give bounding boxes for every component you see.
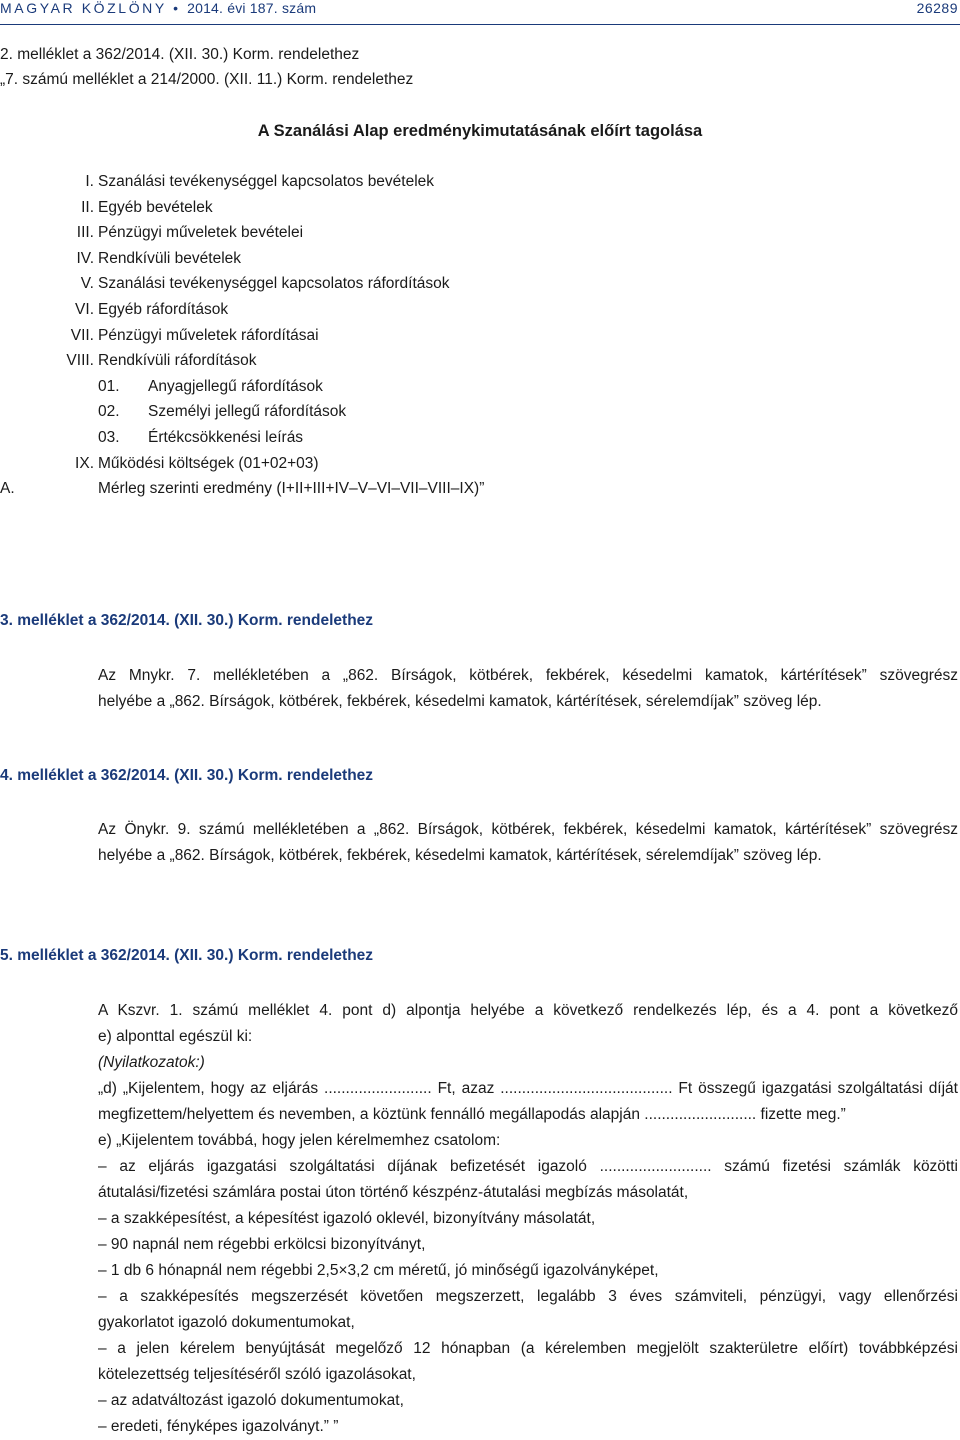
annex-5-text <box>98 998 958 1440</box>
annex-4-line-2: helyébe a „862. Bírságok, kötbérek, fekbérek, késedelmi kamatok, kártérítések, sérelemdíjak” szöveg lép. <box>98 847 822 864</box>
issue-label: 2014. évi 187. szám <box>187 0 317 16</box>
list-item: VI. Egyéb ráfordítások <box>75 300 229 318</box>
annex-3-line-1: Az Mnykr. 7. mellékletében a „862. Bírságok, kötbérek, fekbérek, késedelmi kamatok, kártérítések” szövegrész <box>98 667 958 684</box>
annex-5-line: – eredeti, fényképes igazolványt.” ” <box>98 1418 339 1435</box>
annex-5-line: átutalási/fizetési számlára postai úton történő készpénz-átutalási megbízás másolatát, <box>98 1184 689 1201</box>
annex-5-line: (Nyilatkozatok:) <box>98 1054 205 1071</box>
list-subitem: 01. Anyagjellegű ráfordítások <box>98 377 323 395</box>
annex-5-line: gyakorlatot igazoló dokumentumokat, <box>98 1314 355 1331</box>
page-number: 26289 <box>916 0 958 16</box>
list-subitem: 03. Értékcsökkenési leírás <box>98 428 304 446</box>
annex-5-line: e) „Kijelentem továbbá, hogy jelen kérelmemhez csatolom: <box>98 1132 501 1149</box>
annex-3-title: 3. melléklet a 362/2014. (XII. 30.) Korm. rendelethez <box>0 612 374 629</box>
list-item: VII. Pénzügyi műveletek ráfordításai <box>70 326 319 344</box>
annex-3-line-2: helyébe a „862. Bírságok, kötbérek, fekbérek, késedelmi kamatok, kártérítések, sérelemdíjak” szöveg lép. <box>98 693 822 710</box>
list-item: III. Pénzügyi műveletek bevételei <box>76 224 304 242</box>
list-item-result: A. Mérleg szerinti eredmény (I+II+III+IV–V–VI–VII–VIII–IX)” <box>0 480 485 498</box>
list-item: V. Szanálási tevékenységgel kapcsolatos ráfordítások <box>80 275 450 293</box>
income-statement-list <box>0 173 960 506</box>
annex-2-title: 2. melléklet a 362/2014. (XII. 30.) Korm. rendelethez <box>0 46 360 63</box>
annex-4-title: 4. melléklet a 362/2014. (XII. 30.) Korm. rendelethez <box>0 767 374 784</box>
income-statement-heading: A Szanálási Alap eredménykimutatásának előírt tagolása <box>257 122 703 140</box>
annex-5-line: e) alponttal egészül ki: <box>98 1028 253 1045</box>
header-rule <box>0 24 960 25</box>
annex-4-line-1: Az Önykr. 9. számú mellékletében a „862. Bírságok, kötbérek, fekbérek, késedelmi kamatok, kártérítések” szövegrész <box>98 821 958 838</box>
annex-5-line: – a szakképesítés megszerzését követően megszerzett, legalább 3 éves számviteli, pénzügyi, vagy ellenőrzési <box>98 1288 958 1305</box>
annex-5-title: 5. melléklet a 362/2014. (XII. 30.) Korm. rendelethez <box>0 947 374 964</box>
list-item: I. Szanálási tevékenységgel kapcsolatos bevételek <box>85 173 435 190</box>
annex-5-line: – az eljárás igazgatási szolgáltatási díjának befizetését igazoló .......................... számú fizetési számlák közötti <box>98 1158 958 1175</box>
annex-5-line: megfizettem/helyettem és nevemben, a köztünk fennálló megállapodás alapján .......................... fizette meg.” <box>98 1106 846 1123</box>
annex-5-line: – 90 napnál nem régebbi erkölcsi bizonyítványt, <box>98 1236 426 1253</box>
list-subitem: 02. Személyi jellegű ráfordítások <box>98 403 347 421</box>
annex-2-subtitle: „7. számú melléklet a 214/2000. (XII. 11.) Korm. rendelethez <box>0 71 414 88</box>
annex-5-line: – a szakképesítést, a képesítést igazoló oklevél, bizonyítvány másolatát, <box>98 1210 596 1227</box>
list-item: IX. Működési költségek (01+02+03) <box>75 454 319 472</box>
bullet-separator: • <box>173 0 181 16</box>
annex-5-line: kötelezettség teljesítéséről szóló igazolásokat, <box>98 1366 416 1383</box>
annex-5-line: „d) „Kijelentem, hogy az eljárás ......................... Ft, azaz ........................................ Ft összegű igazgatási szolgáltatási díját <box>98 1080 958 1097</box>
annex-3-text <box>98 663 958 715</box>
annex-5-line: – az adatváltozást igazoló dokumentumokat, <box>98 1392 404 1409</box>
page-header <box>0 0 960 17</box>
list-item: VIII. Rendkívüli ráfordítások <box>66 352 257 370</box>
journal-running-head <box>0 0 316 16</box>
list-item: II. Egyéb bevételek <box>81 198 213 216</box>
annex-4-text <box>98 817 958 869</box>
annex-5-line: – a jelen kérelem benyújtását megelőző 12 hónapban (a kérelemben megjelölt szakterületre előírt) továbbképzési <box>98 1340 958 1357</box>
annex-5-line: A Kszvr. 1. számú melléklet 4. pont d) alpontja helyébe a következő rendelkezés lép, és a 4. pont a következő <box>98 1002 958 1019</box>
journal-name: MAGYAR KÖZLÖNY <box>0 0 167 16</box>
annex-5-line: – 1 db 6 hónapnál nem régebbi 2,5×3,2 cm méretű, jó minőségű igazolványképet, <box>98 1262 659 1279</box>
list-item: IV. Rendkívüli bevételek <box>76 249 242 267</box>
